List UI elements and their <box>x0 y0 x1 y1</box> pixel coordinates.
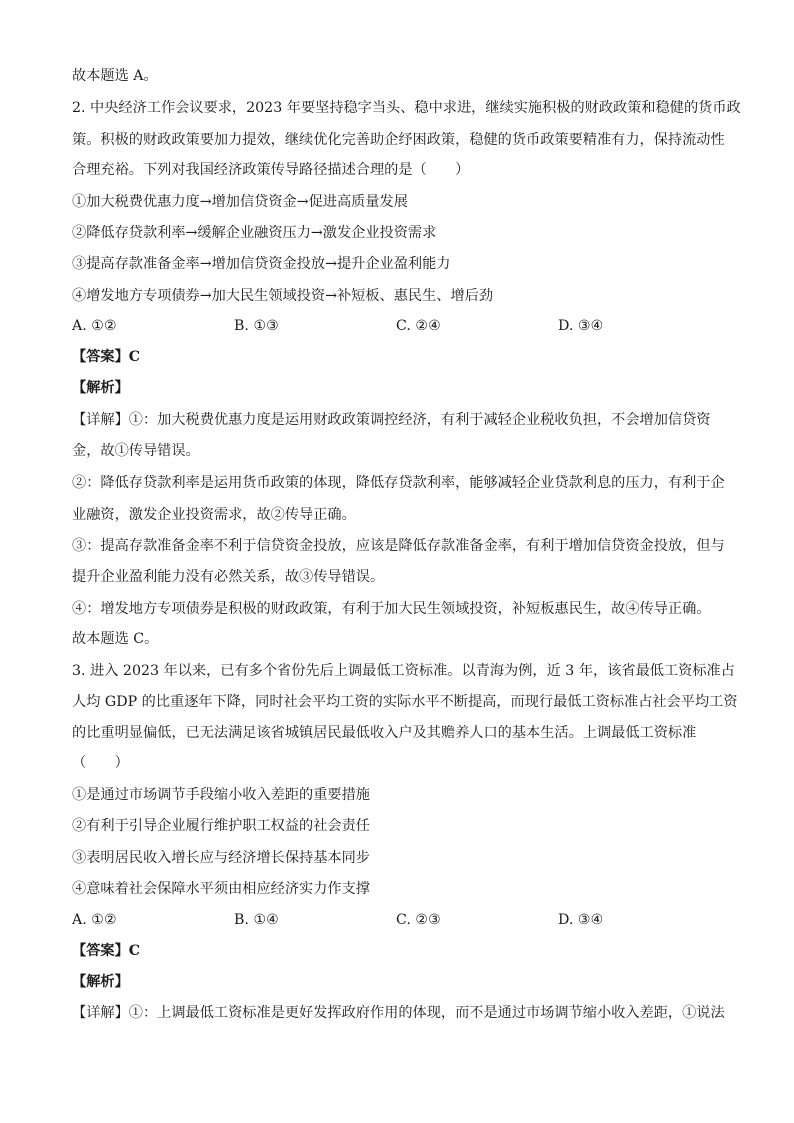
question-3-stem-line-3: 的比重明显偏低，已无法满足该省城镇居民最低收入户及其赡养人口的基本生活。上调最低工资标准 <box>72 725 697 741</box>
answer-label-q3: 【答案】C <box>72 943 141 959</box>
analysis-label-q3: 【解析】 <box>72 974 129 990</box>
question-3-item-4: ④意味着社会保障水平须由相应经济实力作支撑 <box>72 881 370 897</box>
option-c: C. ②③ <box>396 912 441 928</box>
question-2-options <box>72 316 732 336</box>
explanation-q2-line-6: 提升企业盈利能力没有必然关系，故③传导错误。 <box>72 569 385 585</box>
question-3-item-3: ③表明居民收入增长应与经济增长保持基本同步 <box>72 850 370 866</box>
question-2-item-1: ①加大税费优惠力度→增加信贷资金→促进高质量发展 <box>72 194 408 210</box>
explanation-q3-line-1: 【详解】①：上调最低工资标准是更好发挥政府作用的体现，而不是通过市场调节缩小收入差距，①说法 <box>72 1005 725 1021</box>
question-2-item-2: ②降低存贷款利率→缓解企业融资压力→激发企业投资需求 <box>72 225 437 241</box>
analysis-label-q2: 【解析】 <box>72 380 129 396</box>
question-3-options <box>72 910 732 930</box>
answer-conclusion-q1: 故本题选 A。 <box>72 68 158 84</box>
option-b: B. ①④ <box>234 912 279 928</box>
question-3-stem-line-1: 3. 进入 2023 年以来，已有多个省份先后上调最低工资标准。以青海为例，近 3 年，该省最低工资标准占 <box>72 663 735 679</box>
explanation-q2-line-3: ②：降低存贷款利率是运用货币政策的体现，降低存贷款利率，能够减轻企业贷款利息的压力，有利于企 <box>72 475 725 491</box>
question-2-item-3: ③提高存款准备金率→增加信贷资金投放→提升企业盈利能力 <box>72 256 451 272</box>
option-c: C. ②④ <box>396 318 441 334</box>
option-b: B. ①③ <box>234 318 279 334</box>
explanation-q2-line-7: ④：增发地方专项债券是积极的财政政策，有利于加大民生领域投资，补短板惠民生，故④传导正确。 <box>72 601 711 617</box>
explanation-q2-line-2: 金，故①传导错误。 <box>72 443 200 459</box>
explanation-q2-line-1: 【详解】①：加大税费优惠力度是运用财政政策调控经济，有利于减轻企业税收负担，不会增加信贷资 <box>72 412 711 428</box>
question-3-stem-line-2: 人均 GDP 的比重逐年下降，同时社会平均工资的实际水平不断提高，而现行最低工资标准占社会平均工资 <box>72 694 738 710</box>
question-3-item-2: ②有利于引导企业履行维护职工权益的社会责任 <box>72 818 370 834</box>
option-d: D. ③④ <box>558 318 604 334</box>
explanation-q2-line-4: 业融资，激发企业投资需求，故②传导正确。 <box>72 507 356 523</box>
question-3-blank: （ ） <box>72 755 129 771</box>
question-2-stem-line-3: 合理充裕。下列对我国经济政策传导路径描述合理的是（ ） <box>72 162 470 178</box>
answer-label-q2: 【答案】C <box>72 349 141 365</box>
question-2-item-4: ④增发地方专项债券→加大民生领域投资→补短板、惠民生、增后劲 <box>72 288 494 304</box>
option-a: A. ①② <box>72 318 117 334</box>
option-a: A. ①② <box>72 912 117 928</box>
question-2-stem-line-1: 2. 中央经济工作会议要求，2023 年要坚持稳字当头、稳中求进，继续实施积极的财政政策和稳健的货币政 <box>72 100 741 116</box>
question-2-stem-line-2: 策。积极的财政政策要加力提效，继续优化完善助企纾困政策，稳健的货币政策要精准有力，保持流动性 <box>72 132 725 148</box>
explanation-q2-line-5: ③：提高存款准备金率不利于信贷资金投放，应该是降低存款准备金率，有利于增加信贷资金投放，但与 <box>72 538 725 554</box>
answer-conclusion-q2: 故本题选 C。 <box>72 631 159 647</box>
option-d: D. ③④ <box>558 912 604 928</box>
question-3-item-1: ①是通过市场调节手段缩小收入差距的重要措施 <box>72 787 370 803</box>
